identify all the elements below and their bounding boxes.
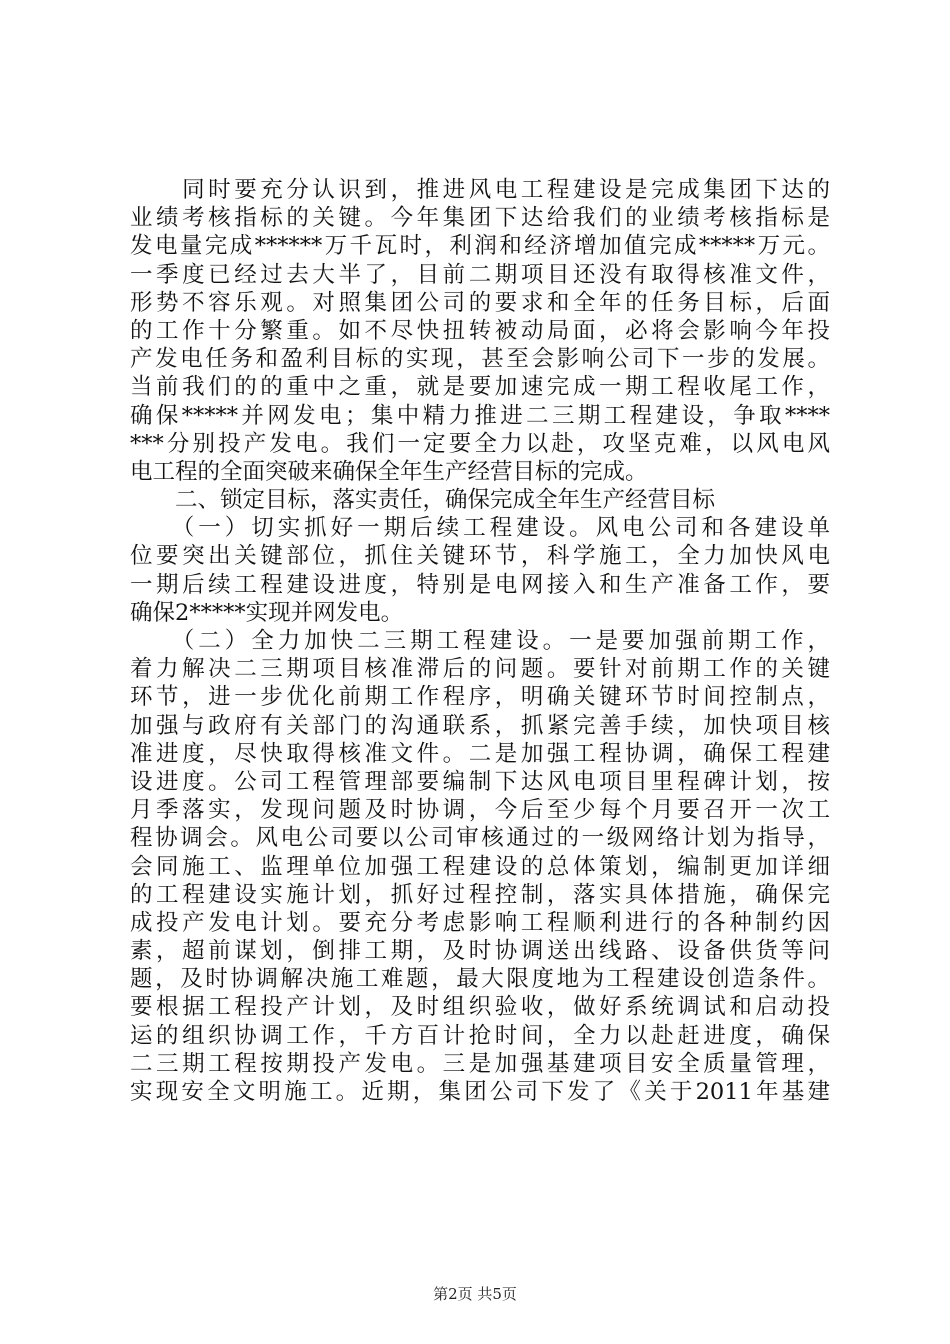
text-line: 月季落实，发现问题及时协调，今后至少每个月要召开一次工	[130, 797, 830, 824]
text-line: 一季度已经过去大半了，目前二期项目还没有取得核准文件，	[130, 261, 830, 288]
text-line: 设进度。公司工程管理部要编制下达风电项目里程碑计划，按	[130, 768, 830, 795]
text-line: 成投产发电计划。要充分考虑影响工程顺利进行的各种制约因	[130, 909, 830, 936]
text-line: 的工作十分繁重。如不尽快扭转被动局面，必将会影响今年投	[130, 317, 830, 344]
text-line: 发电量完成******万千瓦时，利润和经济增加值完成*****万元。	[130, 233, 830, 260]
text-line: 素，超前谋划，倒排工期，及时协调送出线路、设备供货等问	[130, 938, 830, 965]
text-line: 同时要充分认识到，推进风电工程建设是完成集团下达的	[130, 177, 830, 203]
text-line: 程协调会。风电公司要以公司审核通过的一级网络计划为指导，	[130, 825, 830, 852]
text-line: 当前我们的的重中之重，就是要加速完成一期工程收尾工作，	[130, 374, 830, 401]
text-line: 环节，进一步优化前期工作程序，明确关键环节时间控制点，	[130, 684, 830, 711]
text-line: 着力解决二三期项目核准滞后的问题。要针对前期工作的关键	[130, 656, 830, 683]
text-line: （二）全力加快二三期工程建设。一是要加强前期工作，	[130, 628, 830, 654]
text-line: 位要突出关键部位，抓住关键环节，科学施工，全力加快风电	[130, 543, 830, 570]
text-line: 的工程建设实施计划，抓好过程控制，落实具体措施，确保完	[130, 881, 830, 908]
text-line: ***分别投产发电。我们一定要全力以赴，攻坚克难，以风电风	[130, 430, 830, 457]
text-line: 电工程的全面突破来确保全年生产经营目标的完成。	[130, 458, 648, 485]
text-line: 会同施工、监理单位加强工程建设的总体策划，编制更加详细	[130, 853, 830, 880]
text-line: 二三期工程按期投产发电。三是加强基建项目安全质量管理，	[130, 1050, 830, 1077]
text-line: 形势不容乐观。对照集团公司的要求和全年的任务目标，后面	[130, 289, 830, 316]
text-line: 业绩考核指标的关键。今年集团下达给我们的业绩考核指标是	[130, 205, 830, 232]
text-line: 准进度，尽快取得核准文件。二是加强工程协调，确保工程建	[130, 740, 830, 767]
text-line: 题，及时协调解决施工难题，最大限度地为工程建设创造条件。	[130, 966, 830, 993]
text-line: 运的组织协调工作，千方百计抢时间，全力以赴赶进度，确保	[130, 1022, 830, 1049]
text-line: 确保2*****实现并网发电。	[130, 599, 404, 626]
document-body	[130, 176, 830, 1106]
section-heading: 二、锁定目标，落实责任，确保完成全年生产经营目标	[130, 487, 716, 514]
text-line: 实现安全文明施工。近期，集团公司下发了《关于2011年基建	[130, 1079, 830, 1105]
text-line: 加强与政府有关部门的沟通联系，抓紧完善手续，加快项目核	[130, 712, 830, 739]
text-line: （一）切实抓好一期后续工程建设。风电公司和各建设单	[130, 515, 830, 542]
text-line: 产发电任务和盈利目标的实现，甚至会影响公司下一步的发展。	[130, 346, 830, 373]
text-line: 一期后续工程建设进度，特别是电网接入和生产准备工作，要	[130, 571, 830, 598]
text-line: 要根据工程投产计划，及时组织验收，做好系统调试和启动投	[130, 994, 830, 1021]
page-footer: 第2页 共5页	[433, 1285, 517, 1303]
text-line: 确保*****并网发电；集中精力推进二三期工程建设，争取****	[130, 402, 830, 429]
